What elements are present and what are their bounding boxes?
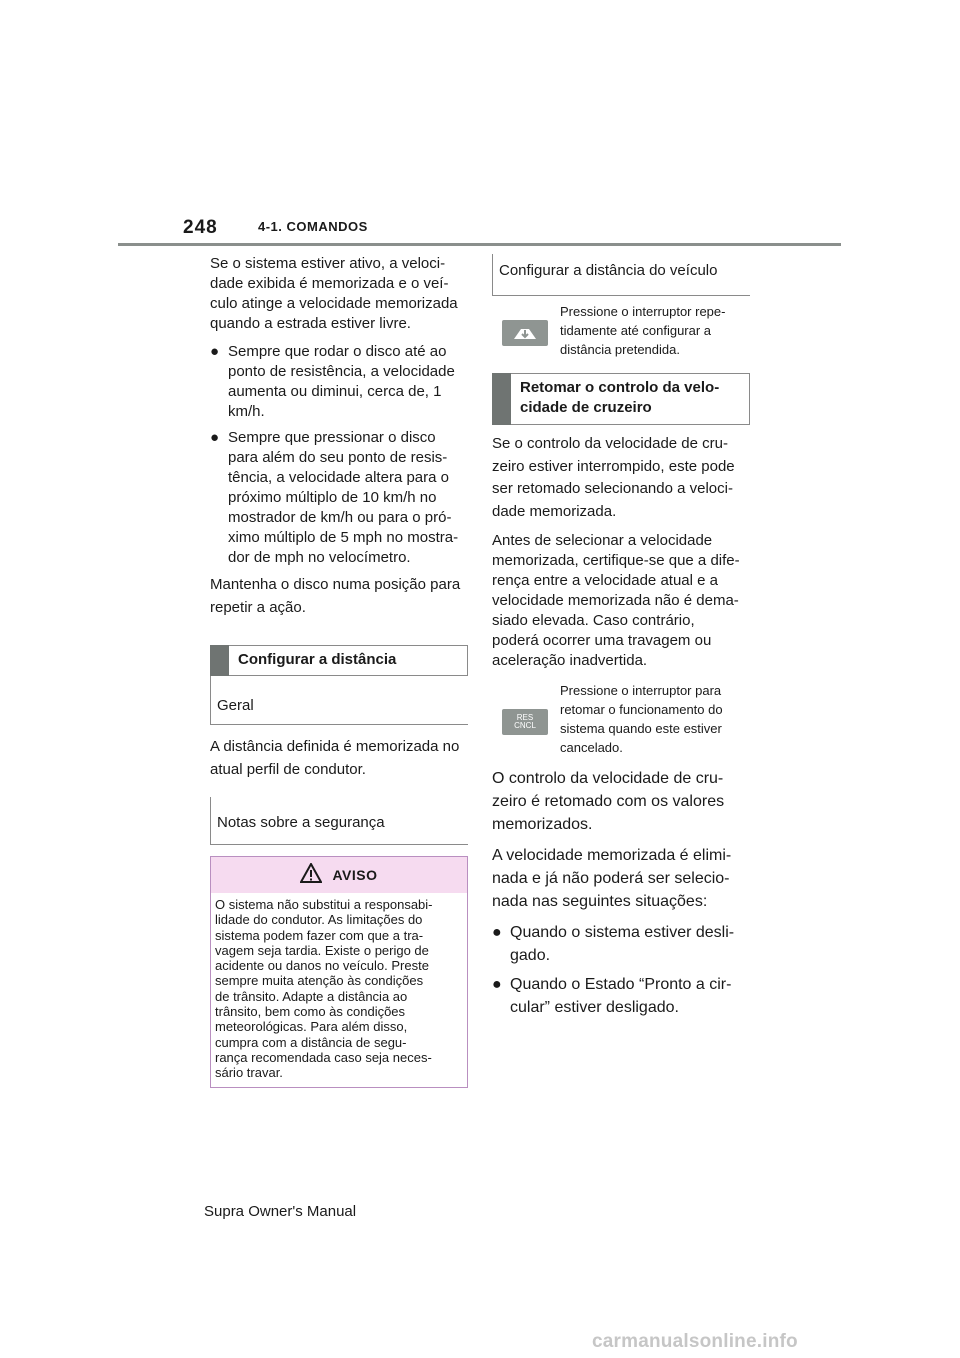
text-line: mostrador de km/h ou para o pró- <box>228 509 452 526</box>
section-title: 4-1. COMANDOS <box>258 219 368 234</box>
warning-title: AVISO <box>332 867 378 883</box>
text-line: RES <box>516 713 534 722</box>
bullet-item <box>492 973 750 1019</box>
bullet-icon: ● <box>210 429 220 446</box>
distance-icon-row <box>492 302 750 359</box>
distance-icon-text <box>560 302 725 359</box>
text-line: repetir a ação. <box>210 598 306 616</box>
text-line: poderá ocorrer uma travagem ou <box>492 632 712 649</box>
text-line: Sempre que rodar o disco até ao <box>228 343 447 360</box>
text-line: aumenta ou diminui, cerca de, 1 <box>228 383 442 400</box>
section-heading-resume <box>492 373 750 425</box>
bullet-text <box>510 921 750 967</box>
text-line: dade exibida é memorizada e o veí- <box>210 275 449 292</box>
text-line: retomar o funcionamento do <box>560 702 723 717</box>
bullet-text <box>228 428 468 568</box>
text-line: A distância definida é memorizada no <box>210 738 460 755</box>
text-line: dor de mph no velocímetro. <box>228 549 411 566</box>
text-line: O sistema não substitui a responsabi- <box>215 897 433 912</box>
text-line: A velocidade memorizada é elimi- <box>492 847 732 864</box>
text-line: Antes de selecionar a velocidade <box>492 532 713 549</box>
text-line: tidamente até configurar a <box>560 323 712 338</box>
deleted-paragraph <box>492 844 750 913</box>
distance-setting-icon <box>502 320 548 346</box>
text-line: distância pretendida. <box>560 342 680 357</box>
bullet-text <box>510 973 750 1019</box>
text-line: nada nas seguintes situações: <box>492 893 708 910</box>
watermark: carmanualsonline.info <box>592 1331 798 1352</box>
warning-triangle-icon <box>300 863 322 888</box>
text-line: cidade de cruzeiro <box>520 399 652 416</box>
text-line: Retomar o controlo da velo- <box>520 379 720 396</box>
warning-header <box>211 857 467 893</box>
hold-paragraph <box>210 574 468 619</box>
text-line: próximo múltiplo de 10 km/h no <box>228 489 437 506</box>
heading-text: Configurar a distância <box>238 651 397 668</box>
text-line: ponto de resistência, a velocidade <box>228 363 455 380</box>
heading-text <box>520 378 741 418</box>
text-line: O controlo da velocidade de cru- <box>492 770 724 787</box>
heading-bar <box>210 645 229 676</box>
text-line: km/h. <box>228 403 265 420</box>
resume-paragraph <box>492 433 750 523</box>
text-line: culo atinge a velocidade memorizada <box>210 295 458 312</box>
bullet-icon: ● <box>492 924 502 941</box>
text-line: ximo múltiplo de 5 mph no mostra- <box>228 529 459 546</box>
subheading-safety: Notas sobre a segurança <box>210 797 468 845</box>
text-line: vagem seja tardia. Existe o perigo de <box>215 942 429 958</box>
text-line: memorizados. <box>492 816 593 833</box>
text-line: CNCL <box>514 721 536 730</box>
warning-box <box>210 856 468 1088</box>
res-icon-text <box>560 681 723 757</box>
section-heading-distance <box>210 645 468 676</box>
text-line: siado elevada. Caso contrário, <box>492 612 695 629</box>
text-line: sempre muita atenção às condições <box>215 973 424 989</box>
subheading-general: Geral <box>210 676 468 725</box>
res-cncl-icon <box>502 709 548 735</box>
page-number: 248 <box>183 217 218 238</box>
text-line: para além do seu ponto de resis- <box>228 449 448 466</box>
text-line: tência, a velocidade altera para o <box>228 469 449 486</box>
text-line: de trânsito. Adapte a distância ao <box>215 988 408 1004</box>
text-line: Quando o sistema estiver desli- <box>510 924 735 941</box>
text-line: velocidade memorizada não é dema- <box>492 592 739 609</box>
general-paragraph <box>210 736 468 781</box>
text-line: cular” estiver desligado. <box>510 999 679 1016</box>
text-line: rença entre a velocidade atual e a <box>492 572 718 589</box>
text-line: atual perfil de condutor. <box>210 760 366 778</box>
text-line: trânsito, bem como às condições <box>215 1004 406 1020</box>
subheading-vehicle-distance: Configurar a distância do veículo <box>492 254 750 296</box>
intro-paragraph <box>210 254 468 334</box>
text-line: rança recomendada caso seja neces- <box>215 1049 432 1065</box>
footer-manual-title: Supra Owner's Manual <box>204 1203 357 1220</box>
bullet-icon: ● <box>492 976 502 993</box>
res-cncl-label <box>514 714 536 730</box>
right-column <box>492 254 750 1025</box>
bullet-icon: ● <box>210 343 220 360</box>
text-line: Pressione o interruptor repe- <box>560 304 726 319</box>
text-line: cancelado. <box>560 740 623 755</box>
bullet-item <box>210 428 468 568</box>
restored-paragraph <box>492 767 750 836</box>
text-line: Sempre que pressionar o disco <box>228 429 436 446</box>
before-paragraph <box>492 531 750 671</box>
text-line: lidade do condutor. As limitações do <box>215 912 423 928</box>
bullet-item <box>492 921 750 967</box>
text-line: quando a estrada estiver livre. <box>210 315 411 332</box>
text-line: zeiro estiver interrompido, este pode <box>492 457 735 475</box>
text-line: Se o sistema estiver ativo, a veloci- <box>210 255 446 272</box>
text-line: Pressione o interruptor para <box>560 683 722 698</box>
text-line: sistema podem fazer com que a tra- <box>215 927 424 943</box>
text-line: meteorológicas. Para além disso, <box>215 1019 408 1035</box>
warning-text <box>211 893 467 1087</box>
text-line: zeiro é retomado com os valores <box>492 793 725 810</box>
text-line: gado. <box>510 947 551 964</box>
text-line: dade memorizada. <box>492 502 617 520</box>
text-line: aceleração inadvertida. <box>492 652 648 669</box>
bullet-item <box>210 342 468 422</box>
heading-bar <box>492 373 511 425</box>
text-line: memorizada, certifique-se que a dife- <box>492 552 740 569</box>
text-line: Se o controlo da velocidade de cru- <box>492 435 728 452</box>
header-divider <box>118 243 841 246</box>
text-line: Quando o Estado “Pronto a cir- <box>510 976 732 993</box>
res-icon-row <box>492 681 750 757</box>
text-line: sistema quando este estiver <box>560 721 722 736</box>
text-line: nada e já não poderá ser selecio- <box>492 870 730 887</box>
text-line: sário travar. <box>215 1065 283 1081</box>
bullet-text <box>228 342 468 422</box>
text-line: ser retomado selecionando a veloci- <box>492 480 733 497</box>
text-line: Mantenha o disco numa posição para <box>210 576 461 593</box>
text-line: acidente ou danos no veículo. Preste <box>215 958 429 974</box>
text-line: cumpra com a distância de segu- <box>215 1034 407 1050</box>
left-column <box>210 254 468 1088</box>
